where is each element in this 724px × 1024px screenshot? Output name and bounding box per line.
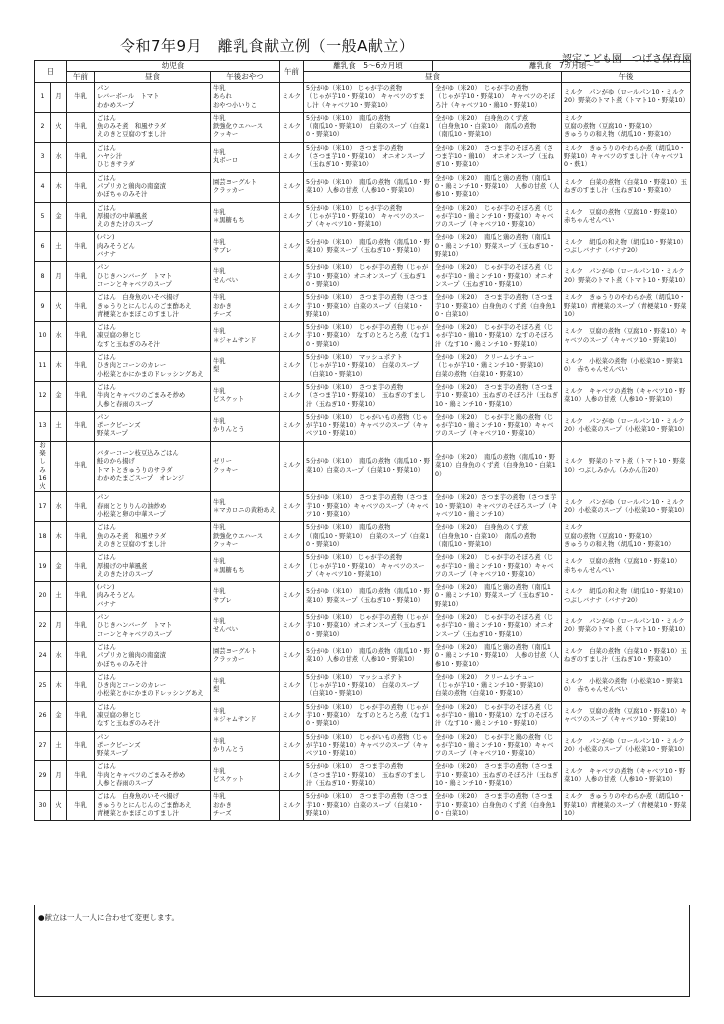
lunch-cell: パン ポークビーンズ 野菜スープ	[95, 731, 211, 761]
day-cell: お楽しみ 16 火	[35, 441, 51, 492]
baby-late-lunch-cell: 全がゆ（米20） さつま芋の煮物（さつま芋10・野菜10）白身魚のくず煮（白身魚10・白菜10）	[433, 791, 562, 821]
day-cell: 11	[35, 352, 51, 382]
baby-morning-cell: ミルク	[280, 522, 304, 552]
morning-cell: 牛乳	[67, 292, 95, 322]
baby-morning-cell: ミルク	[280, 612, 304, 642]
morning-cell: 牛乳	[67, 492, 95, 522]
day-cell: 30	[35, 791, 51, 821]
morning-cell: 牛乳	[67, 761, 95, 791]
header-baby-morning: 午前	[280, 61, 304, 83]
baby-morning-cell: ミルク	[280, 791, 304, 821]
baby-morning-cell: ミルク	[280, 381, 304, 411]
lunch-cell: パン ポークビーンズ 野菜スープ	[95, 411, 211, 441]
lunch-cell: ごはん ひき肉とコーンのカレー 小松菜とかにかまのドレッシングあえ	[95, 671, 211, 701]
weekday-cell: 月	[51, 761, 67, 791]
baby-morning-cell: ミルク	[280, 142, 304, 172]
baby-afternoon-cell: ミルク キャベツの煮物（キャベツ10・野菜10）人参の甘煮（人参10・野菜10）	[562, 761, 691, 791]
lunch-cell: バターコーン枝豆込みごはん 鮭のから揚げ トマトときゅうりのサラダ わかめたまごスープ オレンジ	[95, 441, 211, 492]
baby-early-cell: 5分がゆ（米10） さつま芋の煮物（さつま芋10・野菜10）キャベツのスープ（キャベツ10・野菜10）	[304, 492, 433, 522]
baby-afternoon-cell: ミルク パンがゆ（ロールパン10・ミルク20）野菜のトマト煮（トマト10・野菜10）	[562, 83, 691, 113]
snack-cell: 牛乳 ＊黒糖もち	[211, 552, 280, 582]
baby-late-lunch-cell: 全がゆ（米20） 南瓜と鶏の煮物（南瓜10・鶏ミンチ10）野菜スープ（玉ねぎ10・野菜10）	[433, 232, 562, 262]
baby-early-cell: 5分がゆ（米10） 南瓜の煮物（南瓜10・野菜10）白菜のスープ（白菜10・野菜10）	[304, 441, 433, 492]
table-row	[35, 83, 691, 113]
table-row	[35, 791, 691, 821]
lunch-cell: ごはん 魚のみそ煮 和風サラダ えのきと豆腐のすまし汁	[95, 522, 211, 552]
morning-cell: 牛乳	[67, 112, 95, 142]
baby-late-lunch-cell: 全がゆ（米20） クリームシチュー （じゃが芋10・鶏ミンチ10・野菜10） 白菜の煮物（白菜10・野菜10）	[433, 352, 562, 382]
weekday-cell: 月	[51, 612, 67, 642]
baby-afternoon-cell: ミルク 豆腐の煮物（豆腐10・野菜10）キャベツのスープ（キャベツ10・野菜10）	[562, 701, 691, 731]
table-row	[35, 612, 691, 642]
table-row	[35, 731, 691, 761]
baby-early-cell: 5分がゆ（米10） じゃが芋の煮物（じゃが芋10・野菜10） なすのとろとろ煮（なす10・野菜10）	[304, 322, 433, 352]
morning-cell: 牛乳	[67, 232, 95, 262]
snack-cell: 牛乳 ビスケット	[211, 761, 280, 791]
lunch-cell: パン レバーボール トマト わかめスープ	[95, 83, 211, 113]
baby-morning-cell: ミルク	[280, 761, 304, 791]
baby-afternoon-cell: ミルク 豆腐の煮物（豆腐10・野菜10） きゅうりの和え物（胡瓜10・野菜10）	[562, 112, 691, 142]
snack-cell: 牛乳 おかき チーズ	[211, 292, 280, 322]
day-cell: 3	[35, 142, 51, 172]
snack-cell: 牛乳 あられ おやつ小いりこ	[211, 83, 280, 113]
snack-cell: 牛乳 鉄強化ウエハース クッキー	[211, 522, 280, 552]
day-cell: 10	[35, 322, 51, 352]
day-cell: 29	[35, 761, 51, 791]
header-baby-lunch: 昼食	[304, 72, 562, 83]
morning-cell: 牛乳	[67, 791, 95, 821]
snack-cell: 牛乳 ビスケット	[211, 381, 280, 411]
baby-afternoon-cell: ミルク 白菜の煮物（白菜10・野菜10）玉ねぎのすまし汁（玉ねぎ10・野菜10）	[562, 641, 691, 671]
table-row	[35, 352, 691, 382]
baby-morning-cell: ミルク	[280, 262, 304, 292]
day-cell: 18	[35, 522, 51, 552]
morning-cell: 牛乳	[67, 411, 95, 441]
day-cell: 6	[35, 232, 51, 262]
table-row	[35, 322, 691, 352]
snack-cell: 牛乳 ＊マカロニの黄粉あえ	[211, 492, 280, 522]
lunch-cell: ごはん 厚揚げの中華風煮 えのきたけのスープ	[95, 552, 211, 582]
day-cell: 1	[35, 83, 51, 113]
weekday-cell	[51, 441, 67, 492]
baby-morning-cell: ミルク	[280, 322, 304, 352]
weekday-cell: 金	[51, 381, 67, 411]
day-cell: 26	[35, 701, 51, 731]
baby-afternoon-cell: ミルク パンがゆ（ロールパン10・ミルク20）野菜のトマト煮（トマト10・野菜10）	[562, 262, 691, 292]
header-morning: 午前	[67, 72, 95, 83]
weekday-cell: 土	[51, 411, 67, 441]
baby-early-cell: 5分がゆ（米10） 南瓜の煮物（南瓜10・野菜10）野菜スープ（玉ねぎ10・野菜10）	[304, 232, 433, 262]
header-day: 日	[35, 61, 67, 83]
snack-cell: 牛乳 ＊黒糖もち	[211, 202, 280, 232]
table-row	[35, 671, 691, 701]
baby-morning-cell: ミルク	[280, 292, 304, 322]
baby-afternoon-cell: ミルク 豆腐の煮物（豆腐10・野菜10） きゅうりの和え物（胡瓜10・野菜10）	[562, 522, 691, 552]
baby-early-cell: 5分がゆ（米10） さつま芋の煮物（さつま芋10・野菜10）白菜のスープ（白菜10・野菜10）	[304, 292, 433, 322]
snack-cell: 牛乳 ＊ジャムサンド	[211, 322, 280, 352]
day-cell: 20	[35, 582, 51, 612]
baby-early-cell: 5分がゆ（米10） 南瓜の煮物（南瓜10・野菜10）人参の甘煮（人参10・野菜10）	[304, 641, 433, 671]
snack-cell: ゼリー クッキー	[211, 441, 280, 492]
day-cell: 2	[35, 112, 51, 142]
snack-cell: 牛乳 せんべい	[211, 612, 280, 642]
page-title: 令和7年9月 離乳食献立例（一般A献立）	[120, 37, 415, 55]
baby-afternoon-cell: ミルク きゅうりのやわらか煮（胡瓜10・野菜10）キャベツのすまし汁（キャベツ10・麩1）	[562, 142, 691, 172]
table-row	[35, 441, 691, 492]
lunch-cell: ごはん 牛肉とキャベツのごまみそ炒め 人参と春雨のスープ	[95, 761, 211, 791]
baby-late-lunch-cell: 全がゆ（米20） じゃが芋のそぼろ煮（じゃが芋10・鶏10・野菜10）なすのそぼろ汁（なす10・鶏ミンチ10・野菜10）	[433, 701, 562, 731]
baby-afternoon-cell: ミルク キャベツの煮物（キャベツ10・野菜10）人参の甘煮（人参10・野菜10）	[562, 381, 691, 411]
lunch-cell: ごはん ひき肉とコーンのカレー 小松菜とかにかまのドレッシングあえ	[95, 352, 211, 382]
baby-late-lunch-cell: 全がゆ（米20） 白身魚のくず煮 （白身魚10・白菜10） 南瓜の煮物 （南瓜10・野菜10）	[433, 112, 562, 142]
lunch-cell: ごはん パプリカと鶏肉の南蛮漬 かぼちゃのみそ汁	[95, 172, 211, 202]
weekday-cell: 木	[51, 352, 67, 382]
day-cell: 13	[35, 411, 51, 441]
lunch-cell: (パン) 肉みそうどん バナナ	[95, 232, 211, 262]
morning-cell: 牛乳	[67, 671, 95, 701]
baby-morning-cell: ミルク	[280, 701, 304, 731]
table-row	[35, 582, 691, 612]
table-row	[35, 232, 691, 262]
baby-morning-cell: ミルク	[280, 671, 304, 701]
lunch-cell: パン ひじきハンバーグ トマト コーンとキャベツのスープ	[95, 612, 211, 642]
baby-afternoon-cell: ミルク 胡瓜の和え物（胡瓜10・野菜10）つぶしバナナ（バナナ20）	[562, 232, 691, 262]
table-row	[35, 262, 691, 292]
lunch-cell: ごはん 白身魚のいそべ揚げ きゅうりとにんじんのごま酢あえ 青梗菜とかまぼこのすまし汁	[95, 791, 211, 821]
menu-table	[34, 60, 691, 821]
baby-afternoon-cell: ミルク 豆腐の煮物（豆腐10・野菜10） 赤ちゃんせんべい	[562, 202, 691, 232]
baby-afternoon-cell: ミルク 白菜の煮物（白菜10・野菜10）玉ねぎのすまし汁（玉ねぎ10・野菜10）	[562, 172, 691, 202]
lunch-cell: (パン) 肉みそうどん バナナ	[95, 582, 211, 612]
baby-morning-cell: ミルク	[280, 232, 304, 262]
lunch-cell: ごはん 魚のみそ煮 和風サラダ えのきと豆腐のすまし汁	[95, 112, 211, 142]
snack-cell: 牛乳 かりんとう	[211, 731, 280, 761]
lunch-cell: ごはん 凍豆腐の卵とじ なすと玉ねぎのみそ汁	[95, 322, 211, 352]
notes-text: ●献立は一人一人に合わせて変更します。	[38, 913, 179, 922]
baby-afternoon-cell: ミルク 豆腐の煮物（豆腐10・野菜10）キャベツのスープ（キャベツ10・野菜10）	[562, 322, 691, 352]
table-row	[35, 202, 691, 232]
lunch-cell: ごはん 厚揚げの中華風煮 えのきたけのスープ	[95, 202, 211, 232]
table-row	[35, 641, 691, 671]
baby-early-cell: 5分がゆ（米10） じゃがいもの煮物（じゃが芋10・野菜10）キャベツのスープ（キャベツ10・野菜10）	[304, 731, 433, 761]
lunch-cell: ごはん パプリカと鶏肉の南蛮漬 かぼちゃのみそ汁	[95, 641, 211, 671]
weekday-cell: 土	[51, 232, 67, 262]
day-cell: 12	[35, 381, 51, 411]
baby-early-cell: 5分がゆ（米10） 南瓜の煮物（南瓜10・野菜10）野菜スープ（玉ねぎ10・野菜10）	[304, 582, 433, 612]
weekday-cell: 火	[51, 791, 67, 821]
weekday-cell: 金	[51, 701, 67, 731]
baby-early-cell: 5分がゆ（米10） さつま芋の煮物 （さつま芋10・野菜10） 玉ねぎのすまし汁（玉ねぎ10・野菜10）	[304, 381, 433, 411]
snack-cell: 牛乳 おかき チーズ	[211, 791, 280, 821]
baby-morning-cell: ミルク	[280, 441, 304, 492]
header-infant: 幼児食	[67, 61, 280, 72]
baby-late-lunch-cell: 全がゆ（米20） じゃが芋のそぼろ煮（じゃが芋10・鶏10・野菜10）なすのそぼろ汁（なす10・鶏ミンチ10・野菜10）	[433, 322, 562, 352]
snack-cell: 園芸ヨーグルト クラッカー	[211, 172, 280, 202]
morning-cell: 牛乳	[67, 441, 95, 492]
day-cell: 27	[35, 731, 51, 761]
weekday-cell: 月	[51, 262, 67, 292]
snack-cell: 牛乳 せんべい	[211, 262, 280, 292]
baby-late-lunch-cell: 全がゆ（米20） さつま芋の煮物（さつま芋10・野菜10）白身魚のくず煮（白身魚10・白菜10）	[433, 292, 562, 322]
baby-late-lunch-cell: 全がゆ（米20） 白身魚のくず煮 （白身魚10・白菜10） 南瓜の煮物 （南瓜10・野菜10）	[433, 522, 562, 552]
baby-morning-cell: ミルク	[280, 112, 304, 142]
morning-cell: 牛乳	[67, 582, 95, 612]
lunch-cell: パン ひじきハンバーグ トマト コーンとキャベツのスープ	[95, 262, 211, 292]
morning-cell: 牛乳	[67, 381, 95, 411]
baby-morning-cell: ミルク	[280, 731, 304, 761]
lunch-cell: ごはん 白身魚のいそべ揚げ きゅうりとにんじんのごま酢あえ 青梗菜とかまぼこのすまし汁	[95, 292, 211, 322]
weekday-cell: 金	[51, 552, 67, 582]
table-row	[35, 492, 691, 522]
table-row	[35, 381, 691, 411]
baby-late-lunch-cell: 全がゆ（米20） じゃが芋の煮物 （じゃが芋10・野菜10） キャベツのそぼろ汁（キャベツ10・鶏10・野菜10）	[433, 83, 562, 113]
morning-cell: 牛乳	[67, 352, 95, 382]
weekday-cell: 土	[51, 731, 67, 761]
baby-late-lunch-cell: 全がゆ（米20） さつま芋の煮物（さつま芋10・野菜10）玉ねぎのそぼろ汁（玉ねぎ10・鶏ミンチ10・野菜10）	[433, 761, 562, 791]
baby-afternoon-cell: ミルク 小松菜の煮物（小松菜10・野菜10） 赤ちゃんせんべい	[562, 352, 691, 382]
baby-late-lunch-cell: 全がゆ（米20） さつま芋のそぼろ煮（さつま芋10・鶏10） オニオンスープ（玉ねぎ10・野菜10）	[433, 142, 562, 172]
morning-cell: 牛乳	[67, 172, 95, 202]
baby-early-cell: 5分がゆ（米10） じゃが芋の煮物 （じゃが芋10・野菜10） キャベツのスープ（キャベツ10・野菜10）	[304, 552, 433, 582]
baby-morning-cell: ミルク	[280, 83, 304, 113]
morning-cell: 牛乳	[67, 731, 95, 761]
baby-afternoon-cell: ミルク 胡瓜の和え物（胡瓜10・野菜10）つぶしバナナ（バナナ20）	[562, 582, 691, 612]
baby-late-lunch-cell: 全がゆ（米20） じゃが芋のそぼろ煮（じゃが芋10・鶏ミンチ10・野菜10）オニオンスープ（玉ねぎ10・野菜10）	[433, 262, 562, 292]
baby-morning-cell: ミルク	[280, 202, 304, 232]
header-baby-late: 離乳食 7カ月頃～	[433, 61, 691, 72]
morning-cell: 牛乳	[67, 701, 95, 731]
baby-morning-cell: ミルク	[280, 172, 304, 202]
day-cell: 19	[35, 552, 51, 582]
baby-morning-cell: ミルク	[280, 492, 304, 522]
day-cell: 22	[35, 612, 51, 642]
weekday-cell: 木	[51, 522, 67, 552]
morning-cell: 牛乳	[67, 641, 95, 671]
baby-early-cell: 5分がゆ（米10） じゃが芋の煮物（じゃが芋10・野菜10） なすのとろとろ煮（なす10・野菜10）	[304, 701, 433, 731]
baby-early-cell: 5分がゆ（米10） じゃがいもの煮物（じゃが芋10・野菜10）キャベツのスープ（キャベツ10・野菜10）	[304, 411, 433, 441]
day-cell: 5	[35, 202, 51, 232]
lunch-cell: パン 春雨ととりりんの油炒め 小松菜と卵の中華スープ	[95, 492, 211, 522]
morning-cell: 牛乳	[67, 142, 95, 172]
weekday-cell: 水	[51, 492, 67, 522]
weekday-cell: 水	[51, 641, 67, 671]
baby-early-cell: 5分がゆ（米10） 南瓜の煮物 （南瓜10・野菜10） 白菜のスープ（白菜10・野菜10）	[304, 522, 433, 552]
header-lunch: 昼食	[95, 72, 211, 83]
lunch-cell: ごはん 牛肉とキャベツのごまみそ炒め 人参と春雨のスープ	[95, 381, 211, 411]
baby-early-cell: 5分がゆ（米10） じゃが芋の煮物 （じゃが芋10・野菜10） キャベツのスープ（キャベツ10・野菜10）	[304, 202, 433, 232]
baby-afternoon-cell: ミルク パンがゆ（ロールパン10・ミルク20）小松菜のスープ（小松菜10・野菜10）	[562, 411, 691, 441]
baby-morning-cell: ミルク	[280, 552, 304, 582]
baby-morning-cell: ミルク	[280, 411, 304, 441]
baby-afternoon-cell: ミルク パンがゆ（ロールパン10・ミルク20）小松菜のスープ（小松菜10・野菜10）	[562, 731, 691, 761]
weekday-cell: 土	[51, 582, 67, 612]
baby-late-lunch-cell: 全がゆ（米20） じゃが芋のそぼろ煮（じゃが芋10・鶏ミンチ10・野菜10）オニオンスープ（玉ねぎ10・野菜10）	[433, 612, 562, 642]
weekday-cell: 木	[51, 671, 67, 701]
baby-early-cell: 5分がゆ（米10） さつま芋の煮物 （さつま芋10・野菜10） オニオンスープ（玉ねぎ10・野菜10）	[304, 142, 433, 172]
baby-afternoon-cell: ミルク パンがゆ（ロールパン10・ミルク20）小松菜のスープ（小松菜10・野菜10）	[562, 492, 691, 522]
morning-cell: 牛乳	[67, 612, 95, 642]
table-row	[35, 292, 691, 322]
baby-early-cell: 5分がゆ（米10） マッシュポテト （じゃが芋10・野菜10） 白菜のスープ（白菜10・野菜10）	[304, 671, 433, 701]
baby-early-cell: 5分がゆ（米10） マッシュポテト （じゃが芋10・野菜10） 白菜のスープ（白菜10・野菜10）	[304, 352, 433, 382]
baby-afternoon-cell: ミルク きゅうりのやわらか煮（胡瓜10・野菜10）青梗菜のスープ（青梗菜10・野菜10）	[562, 791, 691, 821]
table-row	[35, 112, 691, 142]
baby-late-lunch-cell: 全がゆ（米20） じゃが芋のそぼろ煮（じゃが芋10・鶏ミンチ10・野菜10）キャベツのスープ（キャベツ10・野菜10）	[433, 202, 562, 232]
morning-cell: 牛乳	[67, 202, 95, 232]
table-row	[35, 172, 691, 202]
snack-cell: 牛乳 かりんとう	[211, 411, 280, 441]
day-cell: 25	[35, 671, 51, 701]
weekday-cell: 火	[51, 292, 67, 322]
baby-morning-cell: ミルク	[280, 582, 304, 612]
snack-cell: 牛乳 鉄強化ウエハース クッキー	[211, 112, 280, 142]
table-row	[35, 701, 691, 731]
snack-cell: 牛乳 ＊ジャムサンド	[211, 701, 280, 731]
weekday-cell: 金	[51, 202, 67, 232]
day-cell: 17	[35, 492, 51, 522]
snack-cell: 牛乳 サブレ	[211, 582, 280, 612]
weekday-cell: 水	[51, 142, 67, 172]
weekday-cell: 水	[51, 322, 67, 352]
facility-name: 認定こども園 つばさ保育園	[562, 54, 692, 65]
morning-cell: 牛乳	[67, 552, 95, 582]
snack-cell: 牛乳 梨	[211, 352, 280, 382]
baby-afternoon-cell: ミルク パンがゆ（ロールパン10・ミルク20）野菜のトマト煮（トマト10・野菜10）	[562, 612, 691, 642]
table-row	[35, 411, 691, 441]
morning-cell: 牛乳	[67, 522, 95, 552]
weekday-cell: 火	[51, 112, 67, 142]
table-row	[35, 522, 691, 552]
header-baby-early: 離乳食 5～6カ月頃	[304, 61, 433, 72]
baby-afternoon-cell: ミルク 豆腐の煮物（豆腐10・野菜10） 赤ちゃんせんべい	[562, 552, 691, 582]
baby-early-cell: 5分がゆ（米10） じゃが芋の煮物 （じゃが芋10・野菜10） キャベツのすまし汁（キャベツ10・野菜10）	[304, 83, 433, 113]
menu-body	[35, 83, 691, 821]
day-cell: 4	[35, 172, 51, 202]
day-cell: 8	[35, 262, 51, 292]
baby-morning-cell: ミルク	[280, 352, 304, 382]
baby-afternoon-cell: ミルク きゅうりのやわらか煮（胡瓜10・野菜10）青梗菜のスープ（青梗菜10・野菜10）	[562, 292, 691, 322]
snack-cell: 牛乳 丸ボーロ	[211, 142, 280, 172]
baby-afternoon-cell: ミルク 小松菜の煮物（小松菜10・野菜10） 赤ちゃんせんべい	[562, 671, 691, 701]
baby-early-cell: 5分がゆ（米10） 南瓜の煮物 （南瓜10・野菜10） 白菜のスープ（白菜10・野菜10）	[304, 112, 433, 142]
table-row	[35, 142, 691, 172]
baby-early-cell: 5分がゆ（米10） じゃが芋の煮物（じゃが芋10・野菜10）オニオンスープ（玉ねぎ10・野菜10）	[304, 262, 433, 292]
morning-cell: 牛乳	[67, 83, 95, 113]
snack-cell: 牛乳 サブレ	[211, 232, 280, 262]
baby-late-lunch-cell: 全がゆ（米20） 南瓜と鶏の煮物（南瓜10・鶏ミンチ10・野菜10） 人参の甘煮（人参10・野菜10）	[433, 641, 562, 671]
baby-late-lunch-cell: 全がゆ（米20） クリームシチュー （じゃが芋10・鶏ミンチ10・野菜10） 白菜の煮物（白菜10・野菜10）	[433, 671, 562, 701]
baby-late-lunch-cell: 全がゆ（米20） さつま芋の煮物（さつま芋10・野菜10）玉ねぎのそぼろ汁（玉ねぎ10・鶏ミンチ10・野菜10）	[433, 381, 562, 411]
day-cell: 9	[35, 292, 51, 322]
snack-cell: 牛乳 梨	[211, 671, 280, 701]
table-row	[35, 761, 691, 791]
table-row	[35, 552, 691, 582]
snack-cell: 園芸ヨーグルト クラッカー	[211, 641, 280, 671]
baby-early-cell: 5分がゆ（米10） さつま芋の煮物 （さつま芋10・野菜10） 玉ねぎのすまし汁（玉ねぎ10・野菜10）	[304, 761, 433, 791]
baby-late-lunch-cell: 全がゆ（米20） じゃが芋のそぼろ煮（じゃが芋10・鶏ミンチ10・野菜10）キャベツのスープ（キャベツ10・野菜10）	[433, 552, 562, 582]
baby-late-lunch-cell: 全がゆ（米20） じゃが芋と鶏の煮物（じゃが芋10・鶏ミンチ10・野菜10）キャベツのスープ（キャベツ10・野菜10）	[433, 411, 562, 441]
baby-late-lunch-cell: 全がゆ（米20） じゃが芋と鶏の煮物（じゃが芋10・鶏ミンチ10・野菜10）キャベツのスープ（キャベツ10・野菜10）	[433, 731, 562, 761]
baby-afternoon-cell: ミルク 野菜のトマト煮（トマト10・野菜10）つぶしみかん（みかん缶20）	[562, 441, 691, 492]
morning-cell: 牛乳	[67, 262, 95, 292]
lunch-cell: ごはん 凍豆腐の卵とじ なすと玉ねぎのみそ汁	[95, 701, 211, 731]
baby-early-cell: 5分がゆ（米10） さつま芋の煮物（さつま芋10・野菜10）白菜のスープ（白菜10・野菜10）	[304, 791, 433, 821]
header-baby-afternoon: 午後	[562, 72, 691, 83]
baby-early-cell: 5分がゆ（米10） じゃが芋の煮物（じゃが芋10・野菜10）オニオンスープ（玉ねぎ10・野菜10）	[304, 612, 433, 642]
lunch-cell: ごはん ハヤシ汁 ひじきサラダ	[95, 142, 211, 172]
weekday-cell: 月	[51, 83, 67, 113]
day-cell: 24	[35, 641, 51, 671]
morning-cell: 牛乳	[67, 322, 95, 352]
baby-late-lunch-cell: 全がゆ（米20） 南瓜の煮物（南瓜10・野菜10）白身魚のくず煮（白身魚10・白菜10）	[433, 441, 562, 492]
baby-morning-cell: ミルク	[280, 641, 304, 671]
header-snack: 午後おやつ	[211, 72, 280, 83]
baby-late-lunch-cell: 全がゆ（米20） 南瓜と鶏の煮物（南瓜10・鶏ミンチ10・野菜10） 人参の甘煮（人参10・野菜10）	[433, 172, 562, 202]
baby-late-lunch-cell: 全がゆ（米20） 南瓜と鶏の煮物（南瓜10・鶏ミンチ10）野菜スープ（玉ねぎ10・野菜10）	[433, 582, 562, 612]
baby-early-cell: 5分がゆ（米10） 南瓜の煮物（南瓜10・野菜10）人参の甘煮（人参10・野菜10）	[304, 172, 433, 202]
weekday-cell: 木	[51, 172, 67, 202]
baby-late-lunch-cell: 全がゆ（米20）さつま芋の煮物（さつま芋10・野菜10）キャベツのそぼろスープ（キャベツ10・鶏ミンチ10）	[433, 492, 562, 522]
